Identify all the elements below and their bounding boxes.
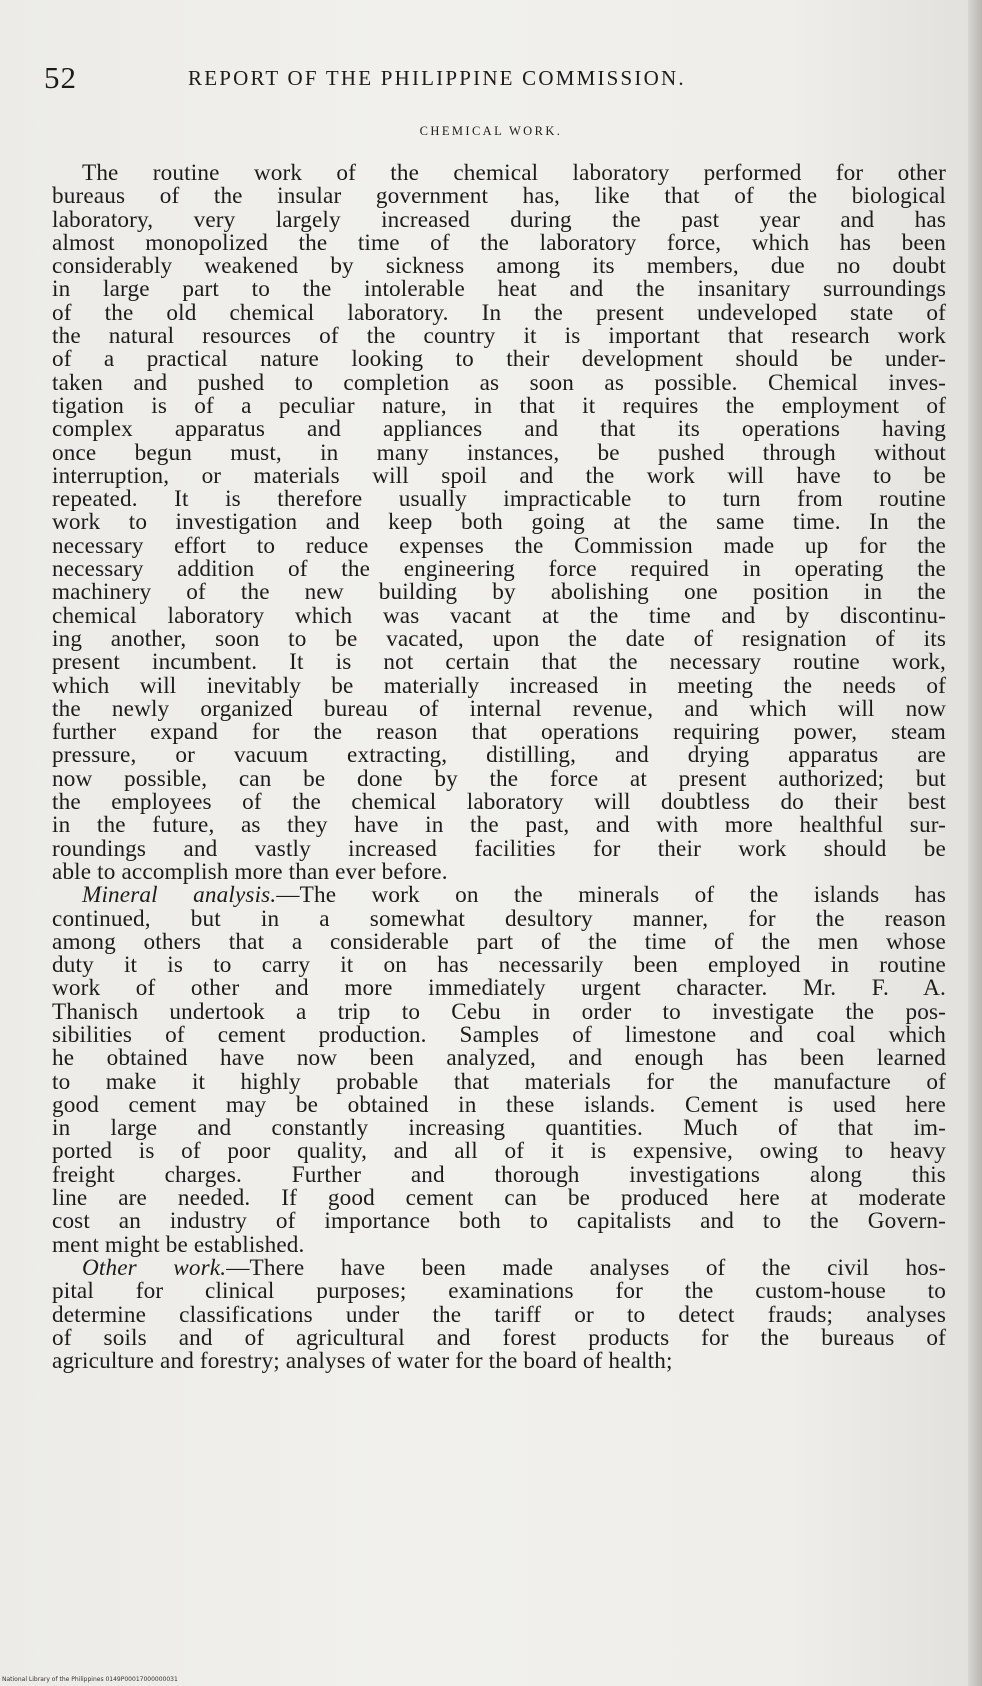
text-line: tigation is of a peculiar nature, in that it requires the employment of <box>52 392 946 419</box>
text-line: taken and pushed to completion as soon as possible. Chemical inves- <box>52 369 946 396</box>
text-line: interruption, or materials will spoil and the work will have to be <box>52 462 946 489</box>
section-title: CHEMICAL WORK. <box>419 124 563 138</box>
paragraph-lead: Mineral analysis. <box>82 882 277 909</box>
text-line: almost monopolized the time of the laboratory force, which has been <box>52 229 946 256</box>
text-line: of a practical nature looking to their development should be under- <box>52 346 946 373</box>
line-text: —The work on the minerals of the islands has <box>276 882 946 909</box>
text-line: line are needed. If good cement can be produced here at moderate <box>52 1185 946 1212</box>
scan-credit: National Library of the Philippines 0149P00017000000031 <box>2 1676 178 1683</box>
text-line: present incumbent. It is not certain that the necessary routine work, <box>52 649 946 676</box>
text-line: work of other and more immediately urgent character. Mr. F. A. <box>52 975 946 1002</box>
text-line: further expand for the reason that operations requiring power, steam <box>52 719 946 746</box>
text-line: in large and constantly increasing quantities. Much of that im- <box>52 1115 946 1142</box>
text-line: in the future, as they have in the past, and with more healthful sur- <box>52 812 946 839</box>
text-line: among others that a considerable part of the time of the men whose <box>52 928 946 955</box>
text-line: of soils and of agricultural and forest products for the bureaus of <box>52 1324 946 1351</box>
text-line: machinery of the new building by abolishing one position in the <box>52 579 946 606</box>
text-line: in large part to the intolerable heat and the insanitary surroundings <box>52 276 946 303</box>
text-line: ported is of poor quality, and all of it is expensive, owing to heavy <box>52 1138 946 1165</box>
text-line: cost an industry of importance both to capitalists and to the Govern- <box>52 1208 946 1235</box>
text-line: which will inevitably be materially increased in meeting the needs of <box>52 672 946 699</box>
line-text: —There have been made analyses of the civil hos- <box>226 1254 946 1281</box>
text-line: once begun must, in many instances, be pushed through without <box>52 439 946 466</box>
text-line: the natural resources of the country it is important that research work <box>52 323 946 350</box>
text-line: The routine work of the chemical laboratory performed for other <box>82 160 946 186</box>
text-line: continued, but in a somewhat desultory manner, for the reason <box>52 905 946 932</box>
text-line: of the old chemical laboratory. In the present undeveloped state of <box>52 299 946 326</box>
text-line: duty it is to carry it on has necessarily been employed in routine <box>52 952 946 979</box>
text-line: chemical laboratory which was vacant at the time and by discontinu- <box>52 602 946 629</box>
text-line: the employees of the chemical laboratory will doubtless do their best <box>52 789 946 816</box>
paragraph-mineral-analysis <box>52 884 946 1257</box>
text-line: considerably weakened by sickness among its members, due no doubt <box>52 253 946 280</box>
text-line: pressure, or vacuum extracting, distilling, and drying apparatus are <box>52 742 946 769</box>
body-text <box>52 162 946 1373</box>
text-line: to make it highly probable that materials for the manufacture of <box>52 1068 946 1095</box>
text-line <box>52 1254 946 1281</box>
text-line: freight charges. Further and thorough investigations along this <box>52 1161 946 1188</box>
text-line: able to accomplish more than ever before. <box>52 858 448 885</box>
text-line: ing another, soon to be vacated, upon the date of resignation of its <box>52 625 946 652</box>
text-line: good cement may be obtained in these islands. Cement is used here <box>52 1091 946 1118</box>
text-line: ment might be established. <box>52 1231 305 1258</box>
text-line: roundings and vastly increased facilities for their work should be <box>52 835 946 862</box>
text-line: sibilities of cement production. Samples of limestone and coal which <box>52 1021 946 1048</box>
page-number: 52 <box>44 60 77 95</box>
text-line: laboratory, very largely increased during the past year and has <box>52 206 946 233</box>
paragraph-lead: Other work. <box>82 1254 227 1281</box>
running-header: REPORT OF THE PHILIPPINE COMMISSION. <box>188 66 686 90</box>
text-line: necessary addition of the engineering force required in operating the <box>52 556 946 583</box>
text-line <box>52 884 946 907</box>
text-line: repeated. It is therefore usually impracticable to turn from routine <box>52 486 946 513</box>
text-line: pital for clinical purposes; examinations for the custom-house to <box>52 1278 946 1305</box>
text-line: determine classifications under the tariff or to detect frauds; analyses <box>52 1301 946 1328</box>
paragraph-other-work <box>52 1254 946 1375</box>
text-line: bureaus of the insular government has, like that of the biological <box>52 183 946 210</box>
text-line: now possible, can be done by the force at present authorized; but <box>52 765 946 792</box>
text-line: he obtained have now been analyzed, and enough has been learned <box>52 1045 946 1072</box>
text-line: agriculture and forestry; analyses of water for the board of health; <box>52 1348 673 1375</box>
text-line: the newly organized bureau of internal revenue, and which will now <box>52 695 946 722</box>
text-line: work to investigation and keep both going at the same time. In the <box>52 509 946 536</box>
text-line: Thanisch undertook a trip to Cebu in order to investigate the pos- <box>52 998 946 1025</box>
text-line: necessary effort to reduce expenses the Commission made up for the <box>52 532 946 559</box>
paragraph-routine-work <box>52 162 946 884</box>
text-line: complex apparatus and appliances and that its operations having <box>52 416 946 443</box>
page-edge-shadow <box>968 0 982 1686</box>
